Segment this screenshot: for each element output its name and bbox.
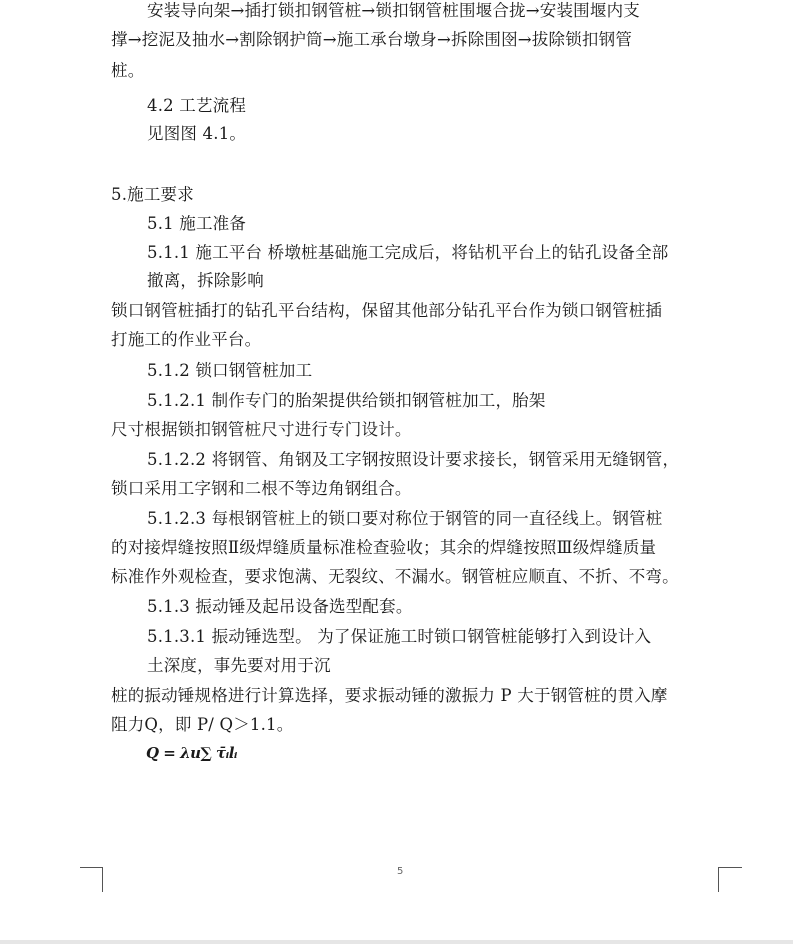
text-line: 锁口钢管桩插打的钻孔平台结构，保留其他部分钻孔平台作为锁口钢管桩插 [111, 301, 663, 320]
text-line: 5.1.2.1 制作专门的胎架提供给锁扣钢管桩加工，胎架 [147, 391, 546, 410]
section-heading: 5.1 施工准备 [147, 214, 247, 233]
text-line: 撑→挖泥及抽水→割除钢护筒→施工承台墩身→拆除围囹→拔除锁扣钢管 [111, 30, 633, 49]
text-line: 标准作外观检查，要求饱满、无裂纹、不漏水。钢管桩应顺直、不折、不弯。 [111, 567, 679, 586]
text-line: 尺寸根据锁扣钢管桩尺寸进行专门设计。 [111, 420, 412, 439]
friction-formula: Q = λu∑ τ̄ᵢlᵢ [146, 744, 237, 762]
text-line: 撤离，拆除影响 [147, 271, 264, 290]
text-line: 桩的振动锤规格进行计算选择，要求振动锤的激振力 P 大于钢管桩的贯入摩 [111, 686, 668, 705]
text-line: 阻力Q，即 P/ Q＞1.1。 [111, 715, 294, 734]
text-line: 见图图 4.1。 [147, 124, 247, 143]
text-line: 5.1.3.1 振动锤选型。 为了保证施工时锁口钢管桩能够打入到设计入 [147, 627, 652, 646]
text-line: 土深度，事先要对用于沉 [147, 656, 331, 675]
page-number: 5 [397, 866, 404, 877]
section-heading: 5.施工要求 [111, 185, 194, 204]
viewer-bottom-edge [0, 940, 793, 944]
crop-mark-right [718, 867, 742, 892]
text-line: 锁口采用工字钢和二根不等边角钢组合。 [111, 479, 412, 498]
section-heading: 5.1.3 振动锤及起吊设备选型配套。 [147, 597, 413, 616]
text-line: 5.1.2.3 每根钢管桩上的锁口要对称位于钢管的同一直径线上。钢管桩 [147, 509, 663, 528]
text-line: 桩。 [111, 61, 145, 80]
text-line: 的对接焊缝按照Ⅱ级焊缝质量标准检查验收；其余的焊缝按照Ⅲ级焊缝质量 [111, 538, 657, 557]
section-heading: 4.2 工艺流程 [147, 96, 247, 115]
section-heading: 5.1.2 锁口钢管桩加工 [147, 361, 313, 380]
text-line: 5.1.1 施工平台 桥墩桩基础施工完成后，将钻机平台上的钻孔设备全部 [147, 243, 669, 262]
text-line: 5.1.2.2 将钢管、角钢及工字钢按照设计要求接长，钢管采用无缝钢管， [147, 450, 680, 469]
text-line: 安装导向架→插打锁扣钢管桩→锁扣钢管桩围堰合拢→安装围堰内支 [147, 1, 640, 20]
text-line: 打施工的作业平台。 [111, 330, 262, 349]
crop-mark-left [80, 867, 103, 892]
